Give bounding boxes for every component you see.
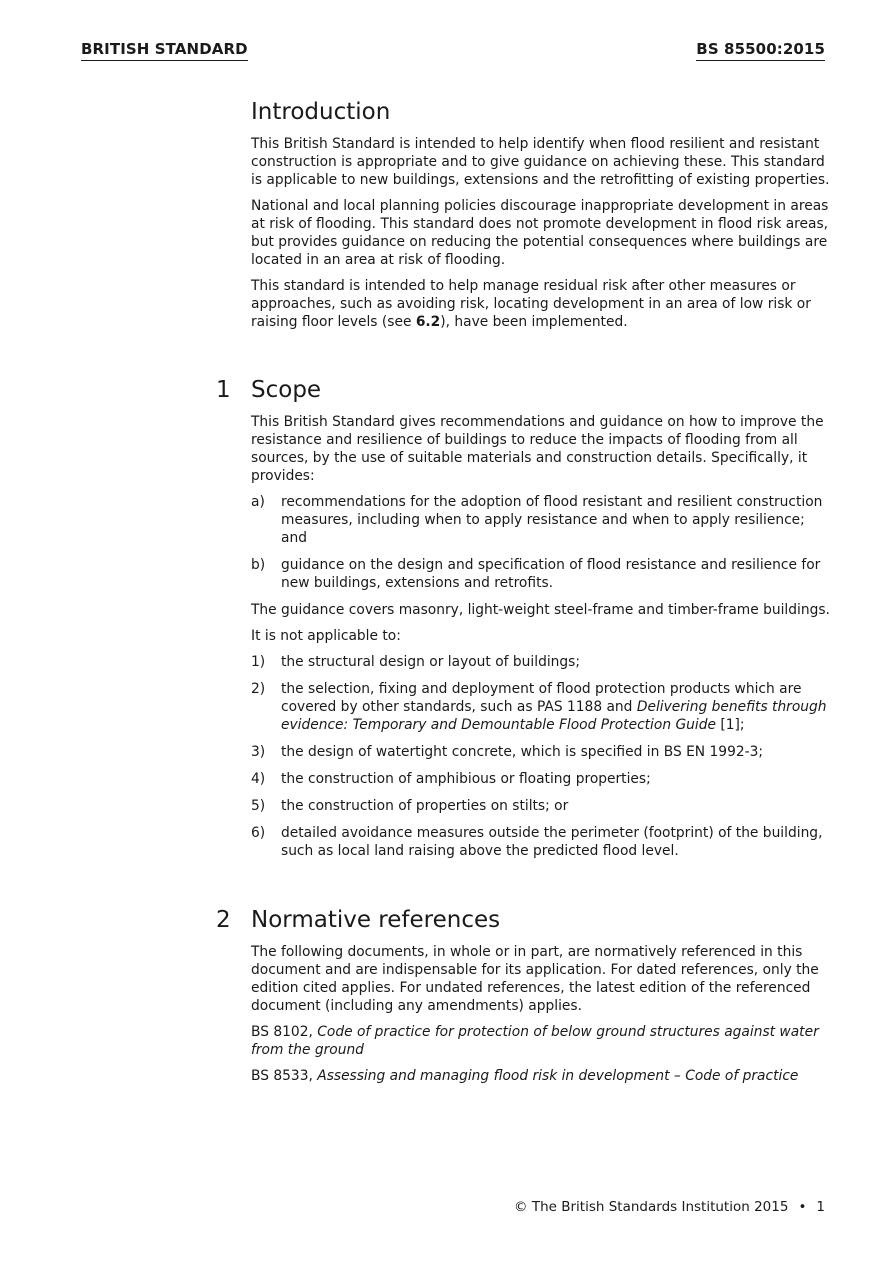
list-item: 3) the design of watertight concrete, which is specified in BS EN 1992-3; xyxy=(251,744,764,760)
reference-item: BS 8102, Code of practice for protection of below ground structures against water from the ground xyxy=(251,1024,819,1058)
list-item: b) guidance on the design and specification of flood resistance and resilience for new buildings, extensions and retrofits. xyxy=(251,557,821,591)
introduction-section xyxy=(251,99,831,339)
list-item: 5) the construction of properties on stilts; or xyxy=(251,798,569,814)
header-standard-number: BS 85500:2015 xyxy=(696,40,825,61)
bullet-separator: • xyxy=(798,1199,807,1215)
introduction-paragraph-1: This British Standard is intended to help identify when flood resilient and resistant construction is appropriate and to give guidance on achieving these. This standard is applicable to new buildings, extensions and the retrofitting of existing properties. xyxy=(251,136,830,188)
clause-reference: 6.2 xyxy=(415,314,441,330)
scope-number: 1 xyxy=(216,377,231,403)
normative-heading: Normative references xyxy=(251,907,501,933)
reference-item: BS 8533, Assessing and managing flood risk in development – Code of practice xyxy=(251,1068,799,1084)
list-item: 4) the construction of amphibious or floating properties; xyxy=(251,771,651,787)
list-item: 1) the structural design or layout of buildings; xyxy=(251,654,580,670)
normative-section xyxy=(251,907,831,1093)
introduction-paragraph-2: National and local planning policies discourage inappropriate development in areas at risk of flooding. This standard does not promote development in flood risk areas, but provides guidance on reducing the potential consequences where buildings are located in an area at risk of flooding. xyxy=(251,198,829,268)
normative-paragraph: The following documents, in whole or in part, are normatively referenced in this document and are indispensable for its application. For dated references, only the edition cited applies. For undated references, the latest edition of the referenced document (including any amendments) applies. xyxy=(251,944,819,1014)
header-standard-label: BRITISH STANDARD xyxy=(81,40,248,61)
normative-number: 2 xyxy=(216,907,231,933)
introduction-heading: Introduction xyxy=(251,99,391,125)
scope-paragraph-2: The guidance covers masonry, light-weight steel-frame and timber-frame buildings. xyxy=(251,602,830,618)
list-item: 6) detailed avoidance measures outside the perimeter (footprint) of the building, such as local land raising above the predicted flood level. xyxy=(251,825,823,859)
scope-paragraph-3: It is not applicable to: xyxy=(251,628,401,644)
copyright-notice: © The British Standards Institution 2015 xyxy=(514,1199,789,1215)
page-footer xyxy=(514,1199,825,1215)
scope-section xyxy=(251,377,831,869)
list-item: 2) the selection, fixing and deployment of flood protection products which are covered by other standards, such as PAS 1188 and Delivering benefits through evidence: Temporary and Demountable Flood Protection Guide [1]; xyxy=(251,681,827,733)
page-number: 1 xyxy=(816,1199,825,1215)
scope-heading: Scope xyxy=(251,377,322,403)
list-item: a) recommendations for the adoption of flood resistant and resilient construction measures, including when to apply resistance and when to apply resilience; and xyxy=(251,494,823,546)
introduction-paragraph-3: This standard is intended to help manage residual risk after other measures or approaches, such as avoiding risk, locating development in an area of low risk or raising floor levels (see 6.2), have been implemented. xyxy=(251,278,811,330)
scope-paragraph-1: This British Standard gives recommendations and guidance on how to improve the resistance and resilience of buildings to reduce the impacts of flooding from all sources, by the use of suitable materials and construction details. Specifically, it provides: xyxy=(251,414,824,484)
